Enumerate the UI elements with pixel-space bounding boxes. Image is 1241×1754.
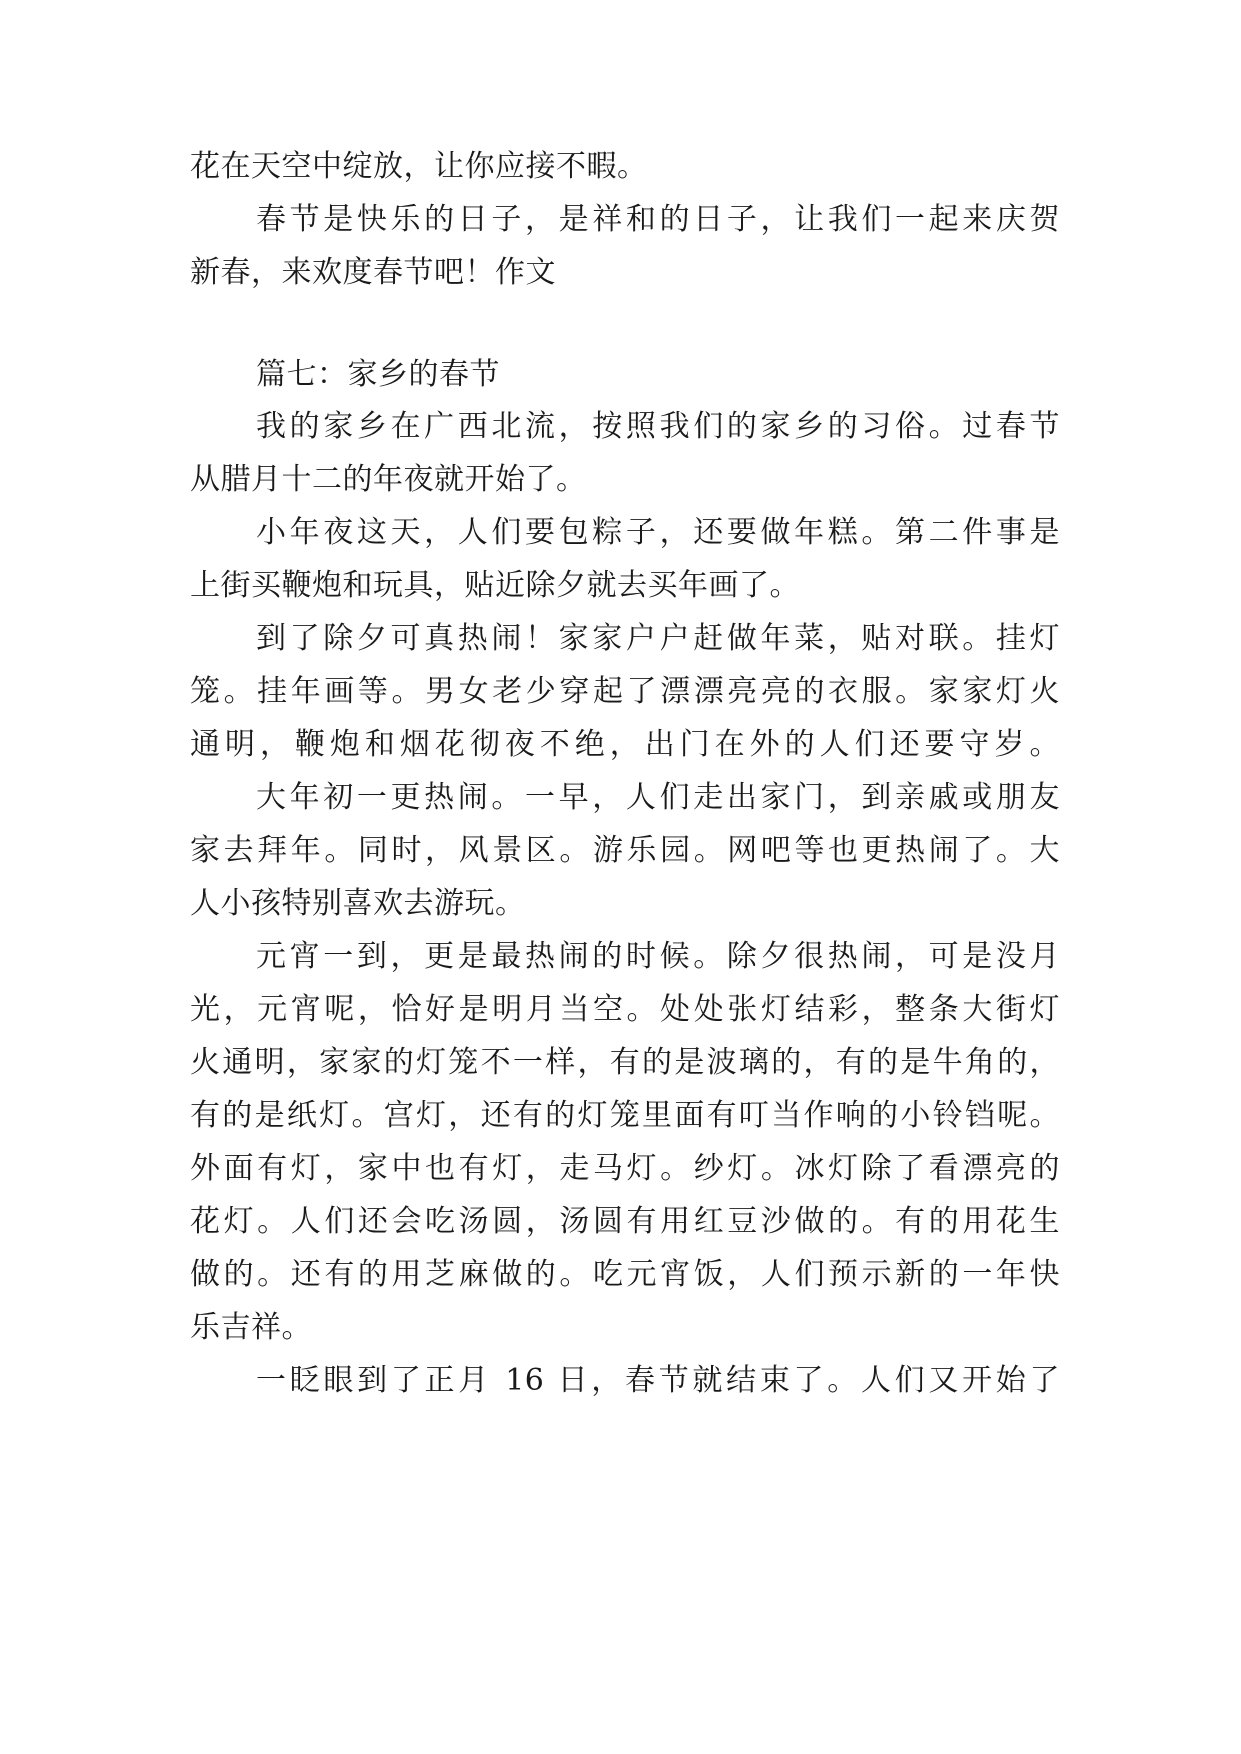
text-line: 笼。挂年画等。男女老少穿起了漂漂亮亮的衣服。家家灯火 bbox=[190, 674, 1060, 709]
paragraph-first-line: 春节是快乐的日子，是祥和的日子，让我们一起来庆贺 bbox=[256, 202, 1060, 237]
text-line: 花在天空中绽放，让你应接不暇。 bbox=[190, 149, 648, 184]
section-heading: 篇七：家乡的春节 bbox=[256, 357, 500, 392]
text-line: 火通明，家家的灯笼不一样，有的是波璃的，有的是牛角的， bbox=[190, 1045, 1060, 1080]
paragraph-first-line: 一眨眼到了正月 16 日，春节就结束了。人们又开始了 bbox=[256, 1363, 1060, 1398]
text-line: 人小孩特别喜欢去游玩。 bbox=[190, 886, 526, 921]
text-line: 有的是纸灯。宫灯，还有的灯笼里面有叮当作响的小铃铛呢。 bbox=[190, 1098, 1060, 1133]
text-line: 从腊月十二的年夜就开始了。 bbox=[190, 462, 587, 497]
text-line: 通明，鞭炮和烟花彻夜不绝，出门在外的人们还要守岁。 bbox=[190, 727, 1060, 762]
paragraph-first-line: 到了除夕可真热闹！家家户户赶做年菜，贴对联。挂灯 bbox=[256, 621, 1060, 656]
text-line: 花灯。人们还会吃汤圆，汤圆有用红豆沙做的。有的用花生 bbox=[190, 1204, 1060, 1239]
paragraph-first-line: 小年夜这天，人们要包粽子，还要做年糕。第二件事是 bbox=[256, 515, 1060, 550]
text-line: 上街买鞭炮和玩具，贴近除夕就去买年画了。 bbox=[190, 568, 800, 603]
text-line: 乐吉祥。 bbox=[190, 1310, 312, 1345]
paragraph-first-line: 大年初一更热闹。一早，人们走出家门，到亲戚或朋友 bbox=[256, 780, 1060, 815]
paragraph-first-line: 我的家乡在广西北流，按照我们的家乡的习俗。过春节 bbox=[256, 409, 1060, 444]
text-line: 外面有灯，家中也有灯，走马灯。纱灯。冰灯除了看漂亮的 bbox=[190, 1151, 1060, 1186]
text-line: 光，元宵呢，恰好是明月当空。处处张灯结彩，整条大街灯 bbox=[190, 992, 1060, 1027]
text-line: 新春，来欢度春节吧！作文 bbox=[190, 255, 556, 290]
paragraph-first-line: 元宵一到，更是最热闹的时候。除夕很热闹，可是没月 bbox=[256, 939, 1060, 974]
text-line: 家去拜年。同时，风景区。游乐园。网吧等也更热闹了。大 bbox=[190, 833, 1060, 868]
text-line: 做的。还有的用芝麻做的。吃元宵饭，人们预示新的一年快 bbox=[190, 1257, 1060, 1292]
